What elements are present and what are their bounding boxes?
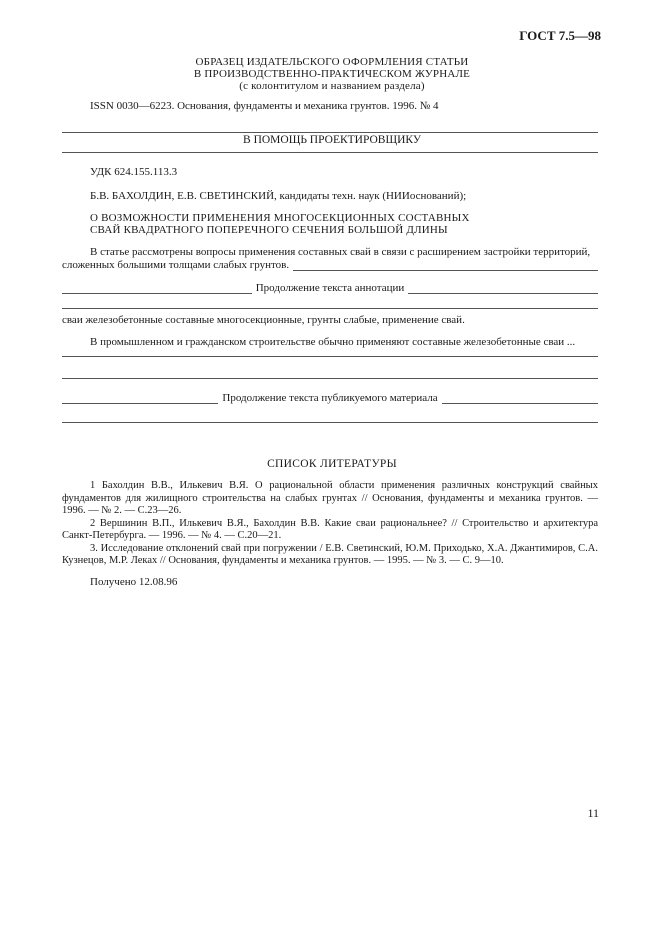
article-title — [90, 212, 470, 236]
abstract-line-2: сложенных большими толщами слабых грунтов. — [62, 259, 290, 271]
body-continuation: Продолжение текста публикуемого материала — [222, 392, 438, 404]
title-line-3: (с колонтитулом и названием раздела) — [239, 80, 425, 92]
abstract-continuation-row — [62, 280, 598, 294]
reference-item: 2 Вершинин В.П., Илькевич В.Я., Бахолдин В.В. Какие сваи рациональнее? // Строительство и архитектура Санкт-Петербурга. — 1996. — № 4. — С.20—21. — [62, 517, 598, 541]
issn-line: ISSN 0030—6223. Основания, фундаменты и механика грунтов. 1996. № 4 — [90, 100, 439, 112]
received-date: Получено 12.08.96 — [90, 576, 178, 588]
abstract-line-2-row — [62, 257, 598, 271]
page-title — [62, 56, 602, 92]
keywords: сваи железобетонные составные многосекционные, грунты слабые, применение свай. — [62, 314, 465, 326]
reference-item: 1 Бахолдин В.В., Илькевич В.Я. О рациональной области применения различных конструкций свайных фундаментов для жилищного строительства на слабых грунтах // Основания, фундаменты и механика грунтов. — 1996. — № 2. — С.23—26. — [62, 480, 598, 516]
abstract-line-1: В статье рассмотрены вопросы применения составных свай в связи с расширением застройки территорий, — [90, 246, 591, 258]
blank-fill-line — [62, 393, 218, 404]
references-heading: СПИСОК ЛИТЕРАТУРЫ — [267, 458, 397, 470]
page-number: 11 — [587, 806, 599, 820]
reference-item: 3. Исследование отклонений свай при погружении / Е.В. Светинский, Ю.М. Приходько, Х.А. Джантимиров, С.А. Кузнецов, М.Р. Леках // Основания, фундаменты и механика грунтов. — 1995. — № 3. — С. 9—10. — [62, 542, 598, 566]
document-code: ГОСТ 7.5—98 — [519, 28, 601, 43]
references-list — [62, 480, 598, 568]
udk-code: УДК 624.155.113.3 — [90, 166, 178, 178]
body-continuation-row — [62, 390, 598, 404]
blank-rule — [62, 356, 598, 357]
blank-rule — [62, 422, 598, 423]
article-title-line-1: О ВОЗМОЖНОСТИ ПРИМЕНЕНИЯ МНОГОСЕКЦИОННЫХ СОСТАВНЫХ — [90, 212, 470, 224]
article-title-line-2: СВАЙ КВАДРАТНОГО ПОПЕРЕЧНОГО СЕЧЕНИЯ БОЛЬШОЙ ДЛИНЫ — [90, 224, 448, 236]
blank-fill-line — [442, 393, 598, 404]
title-line-2: В ПРОИЗВОДСТВЕННО-ПРАКТИЧЕСКОМ ЖУРНАЛЕ — [193, 68, 471, 80]
blank-fill-line — [408, 283, 598, 294]
blank-fill-line — [293, 260, 598, 271]
abstract-continuation: Продолжение текста аннотации — [255, 282, 405, 294]
section-rule-bottom — [62, 152, 598, 153]
blank-rule — [62, 378, 598, 379]
blank-fill-line — [62, 283, 252, 294]
blank-rule — [62, 308, 598, 309]
section-title: В ПОМОЩЬ ПРОЕКТИРОВЩИКУ — [243, 134, 421, 146]
title-line-1: ОБРАЗЕЦ ИЗДАТЕЛЬСКОГО ОФОРМЛЕНИЯ СТАТЬИ — [195, 56, 469, 68]
body-first-line: В промышленном и гражданском строительстве обычно применяют составные железобетонные сваи ... — [90, 336, 576, 348]
section-rule-top — [62, 132, 598, 133]
authors: Б.В. БАХОЛДИН, Е.В. СВЕТИНСКИЙ, кандидаты техн. наук (НИИоснований); — [90, 190, 467, 202]
